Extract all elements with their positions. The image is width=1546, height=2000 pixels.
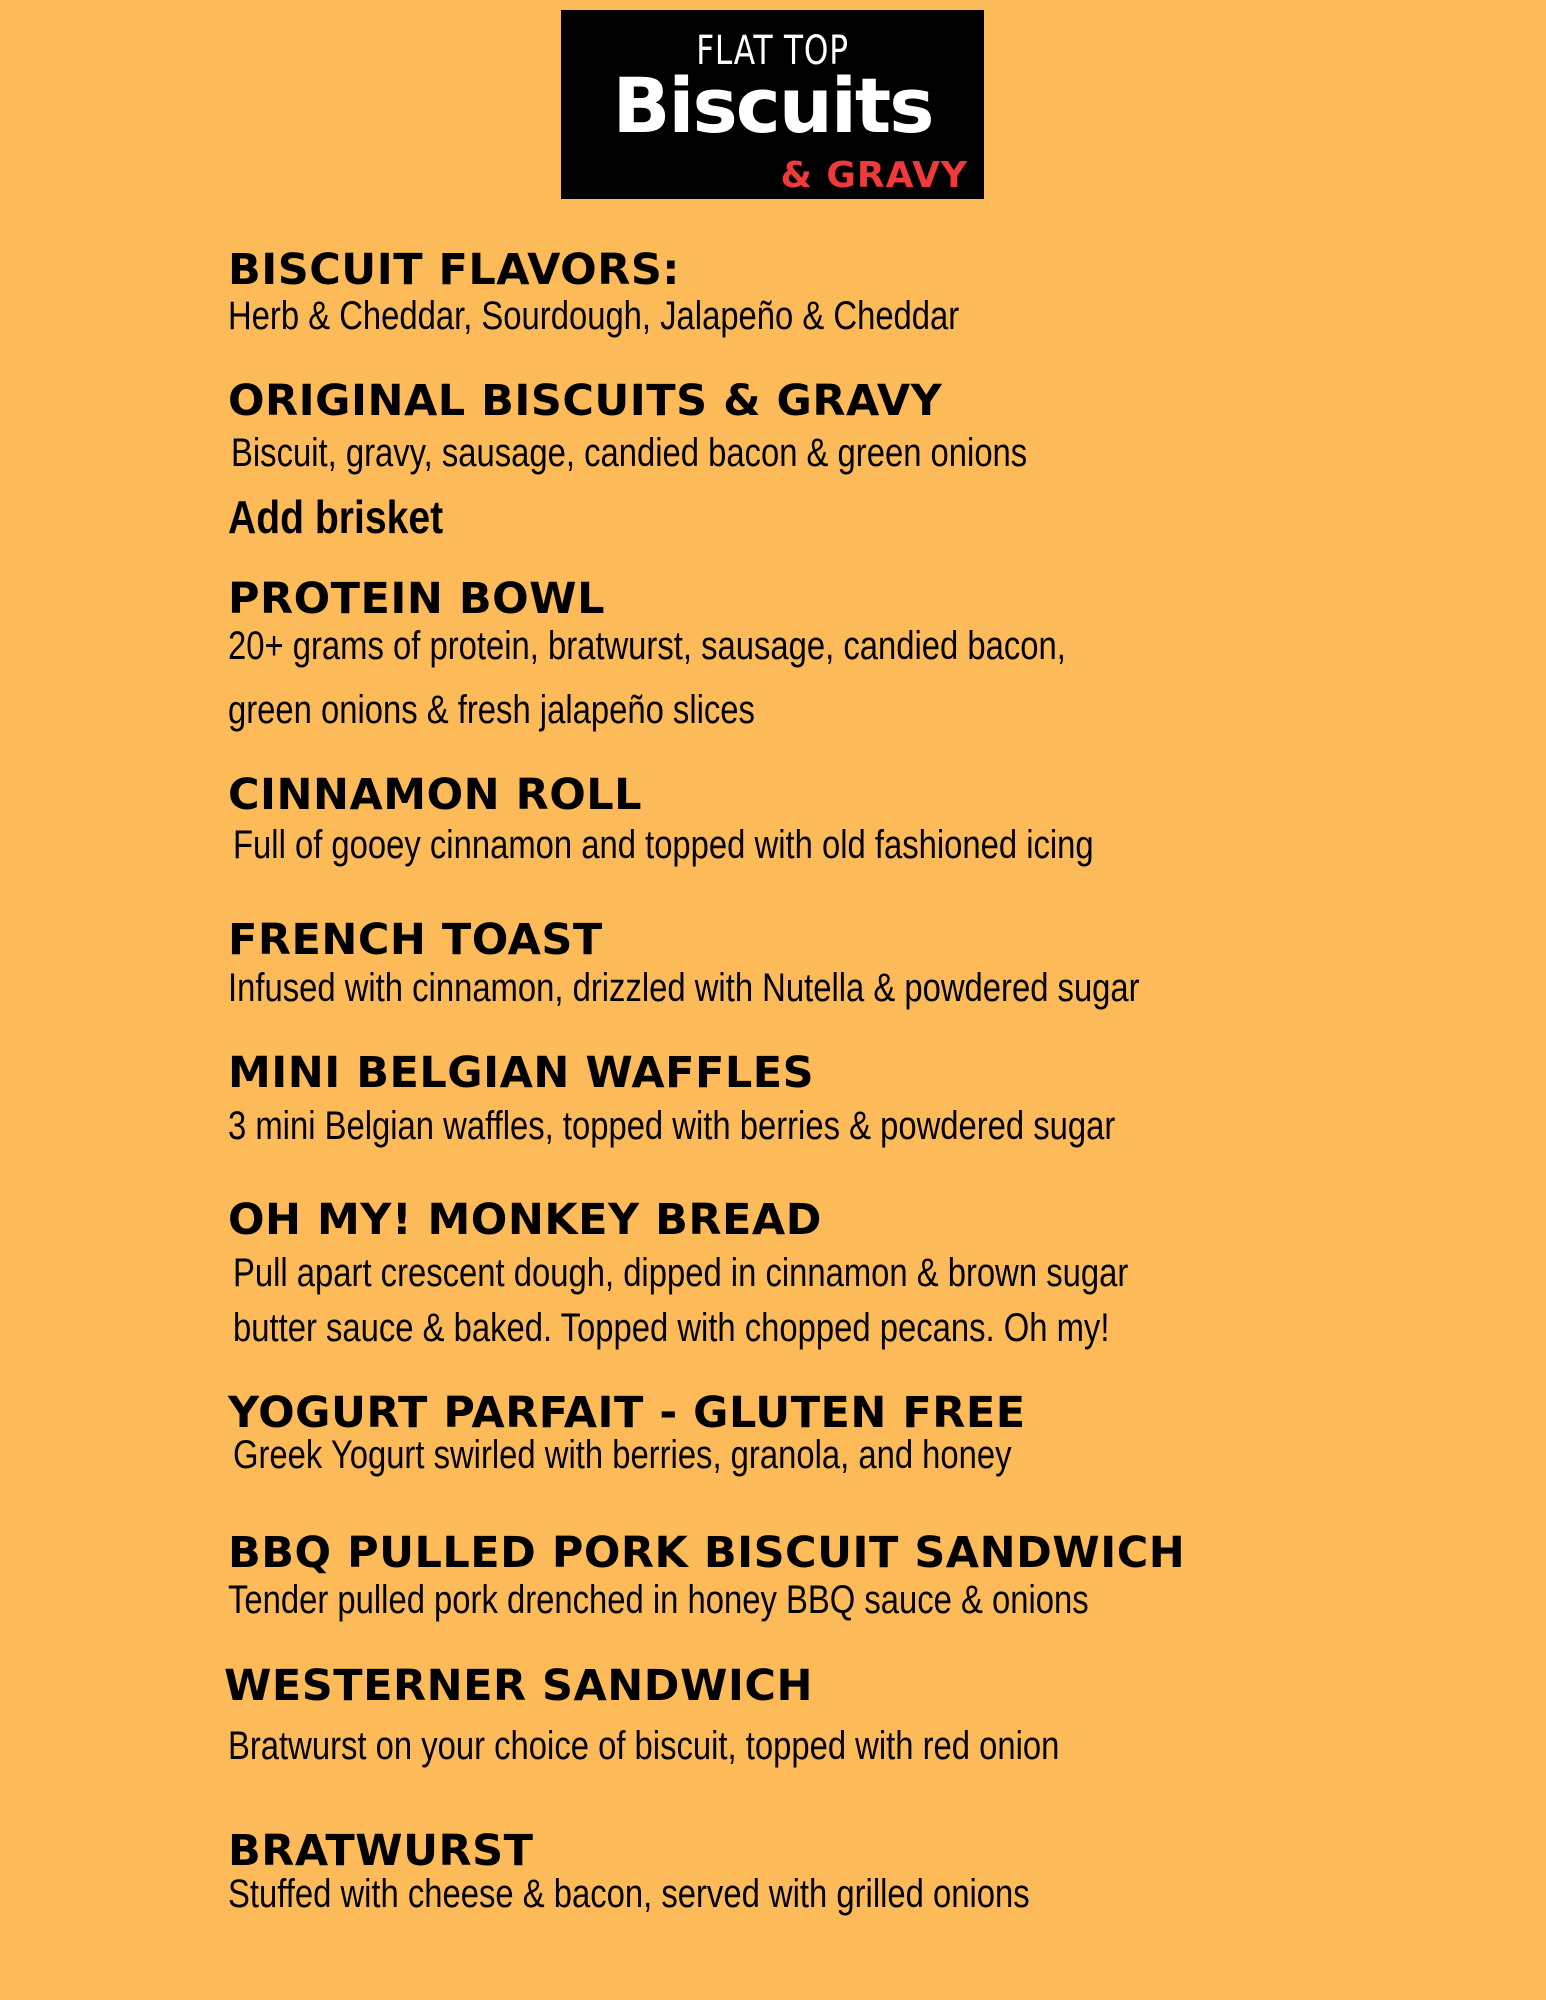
menu-item-desc-protein-bowl-line1: 20+ grams of protein, bratwurst, sausage, candied bacon, xyxy=(228,624,1066,668)
logo-line-biscuits: Biscuits xyxy=(612,61,933,150)
menu-item-title-bbq-pulled-pork: BBQ PULLED PORK BISCUIT SANDWICH xyxy=(228,1528,1186,1578)
menu-item-title-biscuit-flavors: BISCUIT FLAVORS: xyxy=(228,245,681,295)
menu-item-desc-westerner-sandwich: Bratwurst on your choice of biscuit, topped with red onion xyxy=(228,1724,1060,1768)
menu-item-title-bratwurst: BRATWURST xyxy=(228,1826,534,1876)
menu-item-title-mini-belgian-waffles: MINI BELGIAN WAFFLES xyxy=(228,1048,815,1098)
menu-item-title-yogurt-parfait: YOGURT PARFAIT - GLUTEN FREE xyxy=(228,1388,1026,1438)
menu-item-desc-bbq-pulled-pork: Tender pulled pork drenched in honey BBQ sauce & onions xyxy=(228,1578,1089,1622)
menu-item-title-original-biscuits-gravy: ORIGINAL BISCUITS & GRAVY xyxy=(228,376,943,426)
menu-item-desc-french-toast: Infused with cinnamon, drizzled with Nutella & powdered sugar xyxy=(228,966,1140,1010)
logo-line-gravy: & GRAVY xyxy=(780,155,968,196)
menu-item-title-monkey-bread: OH MY! MONKEY BREAD xyxy=(228,1195,822,1245)
menu-item-title-protein-bowl: PROTEIN BOWL xyxy=(228,574,606,624)
menu-item-desc-protein-bowl-line2: green onions & fresh jalapeño slices xyxy=(228,688,755,732)
menu-item-desc-cinnamon-roll: Full of gooey cinnamon and topped with old fashioned icing xyxy=(233,823,1094,867)
menu-item-desc-biscuit-flavors: Herb & Cheddar, Sourdough, Jalapeño & Cheddar xyxy=(228,294,960,338)
logo-line-flat-top: FLAT TOP xyxy=(696,28,849,74)
menu-item-desc-mini-belgian-waffles: 3 mini Belgian waffles, topped with berries & powdered sugar xyxy=(228,1104,1116,1148)
brand-logo xyxy=(561,10,984,199)
menu-item-desc-monkey-bread-line1: Pull apart crescent dough, dipped in cinnamon & brown sugar xyxy=(233,1251,1129,1295)
menu-item-title-french-toast: FRENCH TOAST xyxy=(228,915,603,965)
menu-item-desc-monkey-bread-line2: butter sauce & baked. Topped with chopped pecans. Oh my! xyxy=(233,1306,1110,1350)
menu-item-title-westerner-sandwich: WESTERNER SANDWICH xyxy=(224,1661,813,1711)
menu-item-desc-original-biscuits-gravy: Biscuit, gravy, sausage, candied bacon & green onions xyxy=(231,431,1028,475)
menu-item-desc-yogurt-parfait: Greek Yogurt swirled with berries, granola, and honey xyxy=(233,1433,1012,1477)
menu-item-desc-bratwurst: Stuffed with cheese & bacon, served with grilled onions xyxy=(228,1872,1030,1916)
menu-item-addon-brisket: Add brisket xyxy=(228,491,444,543)
menu-item-title-cinnamon-roll: CINNAMON ROLL xyxy=(228,770,643,820)
